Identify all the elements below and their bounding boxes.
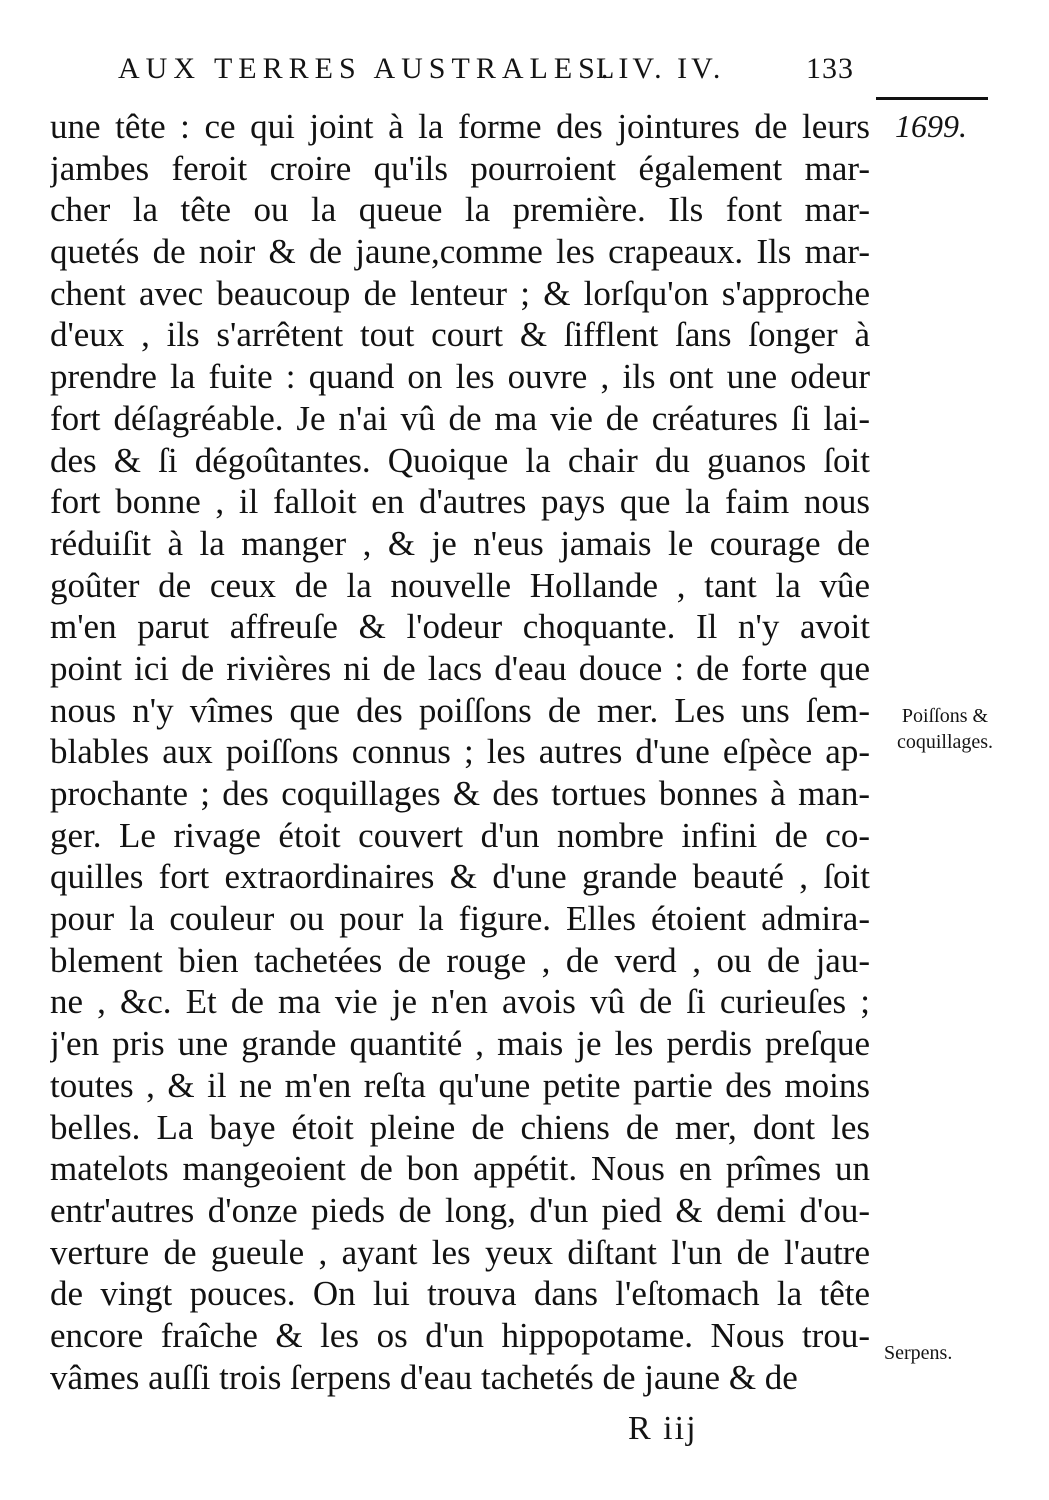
text-line: cher la tête ou la queue la première. Ils font mar- bbox=[50, 190, 870, 230]
marginal-note-serpens: Serpens. bbox=[884, 1342, 953, 1364]
text-line: ne , &c. Et de ma vie je n'en avois vû de ſi curieuſes ; bbox=[50, 982, 870, 1022]
text-line: d'eux , ils s'arrêtent tout court & ſifflent ſans ſonger à bbox=[50, 315, 870, 355]
text-line: verture de gueule , ayant les yeux diſtant l'un de l'autre bbox=[50, 1232, 870, 1272]
text-line: vâmes auſſi trois ſerpens d'eau tachetés de jaune & de bbox=[50, 1357, 798, 1397]
signature-mark: R iij bbox=[628, 1410, 698, 1447]
page-number: 133 bbox=[806, 52, 854, 85]
text-line: matelots mangeoient de bon appétit. Nous en prîmes un bbox=[50, 1149, 870, 1189]
text-line: de vingt pouces. On lui trouva dans l'eſtomach la tête bbox=[50, 1274, 870, 1314]
text-line: fort déſagréable. Je n'ai vû de ma vie de créatures ſi lai- bbox=[50, 398, 870, 438]
text-line: nous n'y vîmes que des poiſſons de mer. Les uns ſem- bbox=[50, 690, 870, 730]
text-line: point ici de rivières ni de lacs d'eau douce : de forte que bbox=[50, 648, 870, 688]
text-line: blement bien tachetées de rouge , de verd , ou de jau- bbox=[50, 940, 870, 980]
marginal-note-poissons bbox=[880, 703, 1010, 755]
text-line: des & ſi dégoûtantes. Quoique la chair du guanos ſoit bbox=[50, 440, 870, 480]
running-head-book: LIV. IV. bbox=[596, 52, 725, 85]
year-rule bbox=[876, 97, 988, 100]
text-line: une tête : ce qui joint à la forme des jointures de leurs bbox=[50, 107, 870, 146]
text-line: goûter de ceux de la nouvelle Hollande , tant la vûe bbox=[50, 565, 870, 605]
text-line: quilles fort extraordinaires & d'une grande beauté , ſoit bbox=[50, 857, 870, 897]
text-line: ger. Le rivage étoit couvert d'un nombre infini de co- bbox=[50, 815, 870, 855]
running-head bbox=[118, 52, 863, 96]
year-marginal: 1699. bbox=[895, 108, 967, 144]
text-line: pour la couleur ou pour la figure. Elles étoient admira- bbox=[50, 899, 870, 939]
text-line: chent avec beaucoup de lenteur ; & lorſqu'on s'approche bbox=[50, 273, 870, 313]
text-line: prendre la fuite : quand on les ouvre , ils ont une odeur bbox=[50, 357, 870, 397]
running-head-title: AUX TERRES AUSTRALES. bbox=[118, 52, 615, 85]
body-text bbox=[50, 106, 870, 1398]
text-line: j'en pris une grande quantité , mais je les perdis preſque bbox=[50, 1024, 870, 1064]
text-line: réduiſit à la manger , & je n'eus jamais le courage de bbox=[50, 523, 870, 563]
text-line: quetés de noir & de jaune,comme les crapeaux. Ils mar- bbox=[50, 232, 870, 272]
marginal-note-line: Poiſſons & bbox=[901, 705, 989, 727]
text-line: m'en parut affreuſe & l'odeur choquante. Il n'y avoit bbox=[50, 607, 870, 647]
text-line: entr'autres d'onze pieds de long, d'un pied & demi d'ou- bbox=[50, 1190, 870, 1230]
text-line: prochante ; des coquillages & des tortues bonnes à man- bbox=[50, 774, 870, 813]
text-line: toutes , & il ne m'en reſta qu'une petite partie des moins bbox=[50, 1065, 870, 1105]
text-line: encore fraîche & les os d'un hippopotame. Nous trou- bbox=[50, 1315, 870, 1355]
text-line: belles. La baye étoit pleine de chiens de mer, dont les bbox=[50, 1107, 870, 1147]
text-line: fort bonne , il falloit en d'autres pays que la faim nous bbox=[50, 482, 870, 522]
text-line: blables aux poiſſons connus ; les autres d'une eſpèce ap- bbox=[50, 732, 870, 772]
marginal-note-line: coquillages. bbox=[896, 731, 994, 753]
text-line: jambes feroit croire qu'ils pourroient également mar- bbox=[50, 148, 870, 188]
